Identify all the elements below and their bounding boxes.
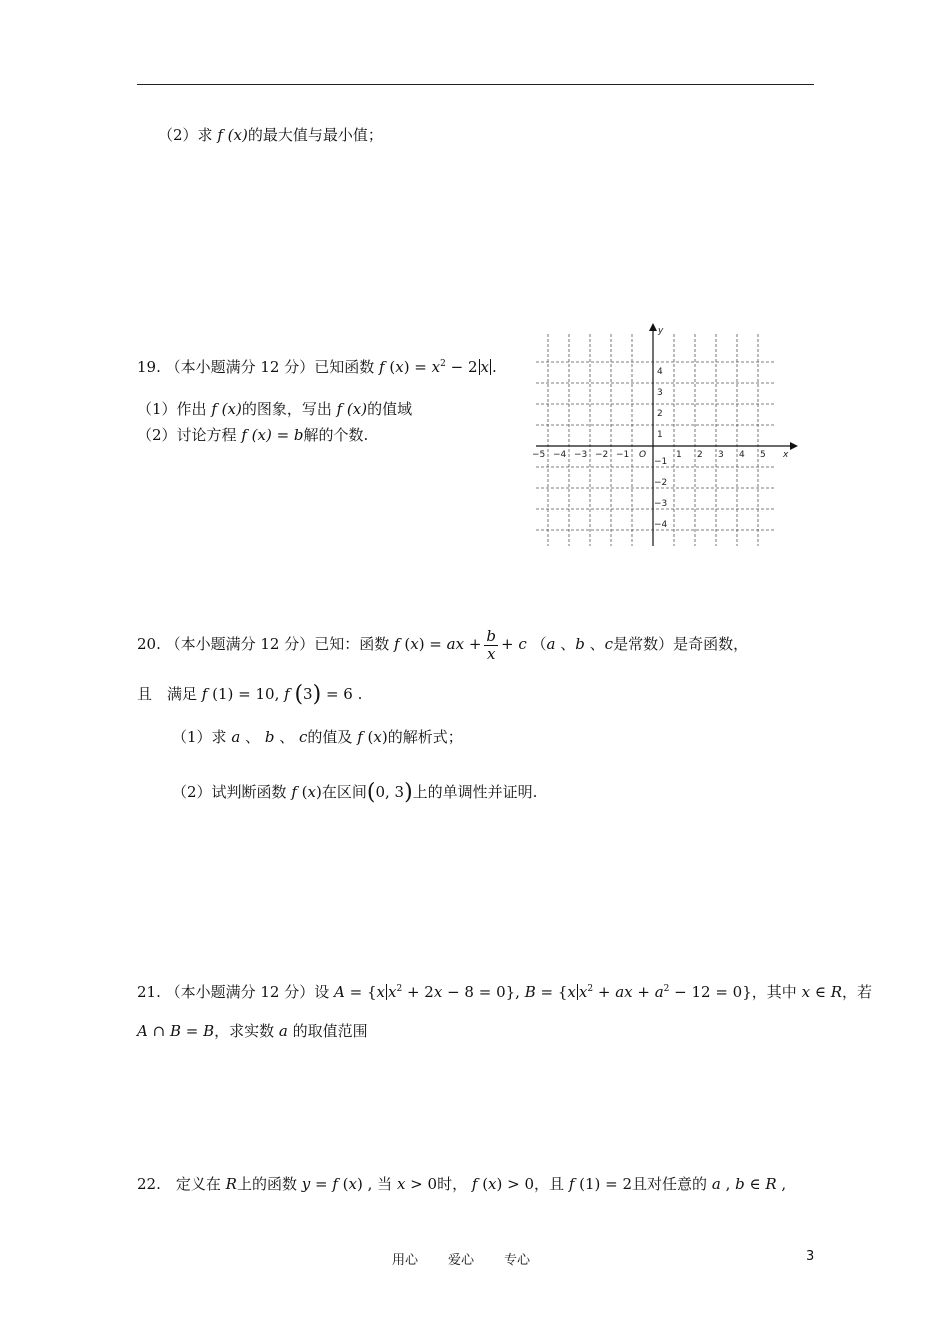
y-tick-label: 2 xyxy=(657,409,663,419)
y-tick-label: 4 xyxy=(657,367,663,377)
q20-condition: f (1) = 10, f (3) = 6 . xyxy=(201,682,363,707)
origin-label: O xyxy=(639,450,647,460)
x-tick-label: 1 xyxy=(676,450,682,460)
q21-sets: A = {x $x^2 + 2x - 8 = 0$}, B = {x $x^2$ + ax + $a^2 - 12 = 0$} xyxy=(334,983,752,1001)
q20-function-formula: f (x) = ax + $\frac{b}{x}$ + c xyxy=(394,627,527,663)
y-tick-label: −4 xyxy=(654,520,668,530)
x-tick-label: −2 xyxy=(595,450,609,460)
coordinate-grid-figure xyxy=(528,322,798,552)
q20-part2: （2）试判断函数 f (x)在区间(0, 3)上的单调性并证明. xyxy=(172,780,538,805)
q19-part2: （2）讨论方程 f (x) = b解的个数. xyxy=(137,426,369,444)
header-rule xyxy=(137,84,814,85)
q21-header: 21. （本小题满分 12 分）设 A = {x $x^2 + 2x - 8 = 0$}, B = {x $x^2$ + ax + $a^2 - 12 = 0$}，其中 x ∈ R，若 xyxy=(137,983,872,1001)
x-tick-label: 2 xyxy=(697,450,703,460)
q18-part2: （2）求 f (x)的最大值与最小值； xyxy=(158,126,383,144)
y-tick-label: −2 xyxy=(654,478,668,488)
y-tick-label: −3 xyxy=(654,499,668,509)
y-tick-label: 1 xyxy=(657,430,663,440)
footer-motto-2: 爱心 xyxy=(448,1253,475,1268)
x-axis-label: x xyxy=(783,450,789,460)
x-tick-label: 4 xyxy=(739,450,745,460)
q20-header: 20. （本小题满分 12 分）已知：函数 f (x) = ax + $\frac{b}{x}$ + c （a 、b 、c是常数）是奇函数， xyxy=(137,627,749,663)
q20-line2: 且 满足 f (1) = 10, f (3) = 6 . xyxy=(137,682,363,707)
x-axis-arrow xyxy=(790,442,798,450)
x-tick-label: −4 xyxy=(553,450,567,460)
x-tick-label: −1 xyxy=(616,450,630,460)
y-tick-labels xyxy=(654,367,668,530)
x-tick-label: 3 xyxy=(718,450,724,460)
footer-motto-3: 专心 xyxy=(504,1253,531,1268)
page-number: 3 xyxy=(806,1249,815,1264)
x-tick-label: −5 xyxy=(532,450,546,460)
q20-part1: （1）求 a 、 b 、 c的值及 f (x)的解析式； xyxy=(172,728,463,746)
x-tick-labels xyxy=(532,450,766,460)
footer-motto-1: 用心 xyxy=(392,1253,419,1268)
q19-header: 19. （本小题满分 12 分）已知函数 f $(x) = x^2 - 2$ x . xyxy=(137,358,497,376)
x-tick-label: 5 xyxy=(760,450,766,460)
x-tick-label: −3 xyxy=(574,450,588,460)
q19-function-formula: f xyxy=(379,358,385,376)
grid-lines xyxy=(536,334,774,546)
y-tick-label: −1 xyxy=(654,457,668,467)
q19-part1: （1）作出 f (x)的图象，写出 f (x)的值域 xyxy=(137,400,413,418)
q22-header: 22. 定义在 R上的函数 y = f (x) , 当 x > 0时， f (x) > 0，且 f (1) = 2且对任意的 a , b ∈ R , xyxy=(137,1175,787,1193)
y-axis-label: y xyxy=(658,326,664,336)
y-tick-label: 3 xyxy=(657,388,663,398)
y-axis-arrow xyxy=(649,323,657,331)
q21-line2: A ∩ B = B，求实数 a 的取值范围 xyxy=(137,1022,368,1040)
